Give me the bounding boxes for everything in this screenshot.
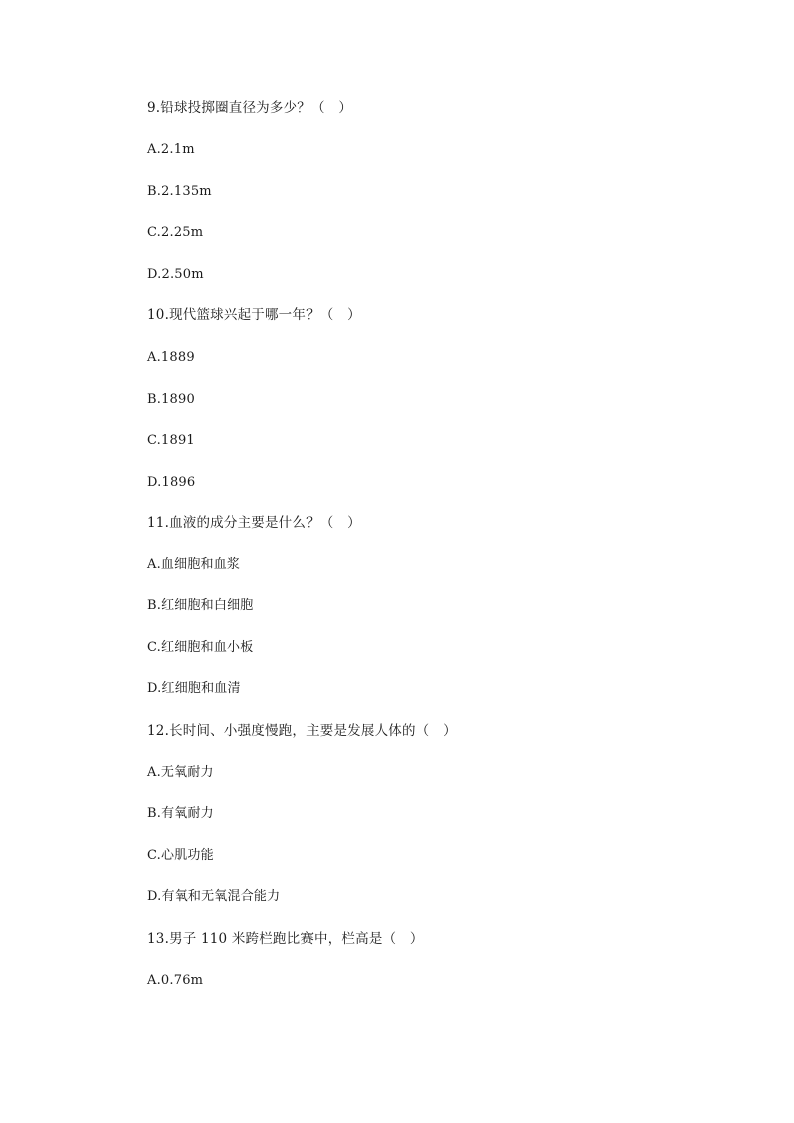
question-11-option-a: A.血细胞和血浆 [147, 557, 241, 572]
question-9-option-b: B.2.135m [147, 184, 212, 199]
question-12: 12.长时间、小强度慢跑，主要是发展人体的（ ） [147, 723, 457, 739]
question-13-option-a: A.0.76m [147, 973, 204, 988]
question-13: 13.男子 110 米跨栏跑比赛中，栏高是（ ） [147, 931, 424, 947]
question-9: 9.铅球投掷圈直径为多少？（ ） [147, 100, 353, 116]
question-10: 10.现代篮球兴起于哪一年？（ ） [147, 307, 361, 323]
question-11-option-d: D.红细胞和血清 [147, 681, 241, 696]
question-12-option-b: B.有氧耐力 [147, 806, 214, 821]
question-11-option-b: B.红细胞和白细胞 [147, 598, 254, 613]
question-9-option-c: C.2.25m [147, 225, 204, 240]
question-9-option-a: A.2.1m [147, 142, 195, 157]
question-9-option-d: D.2.50m [147, 267, 204, 282]
question-10-option-b: B.1890 [147, 392, 195, 407]
question-11: 11.血液的成分主要是什么？（ ） [147, 515, 361, 531]
question-10-option-a: A.1889 [147, 350, 195, 365]
question-10-option-d: D.1896 [147, 475, 196, 490]
question-11-option-c: C.红细胞和血小板 [147, 640, 254, 655]
question-12-option-a: A.无氧耐力 [147, 765, 214, 780]
question-12-option-c: C.心肌功能 [147, 848, 214, 863]
question-12-option-d: D.有氧和无氧混合能力 [147, 889, 281, 904]
question-10-option-c: C.1891 [147, 433, 195, 448]
